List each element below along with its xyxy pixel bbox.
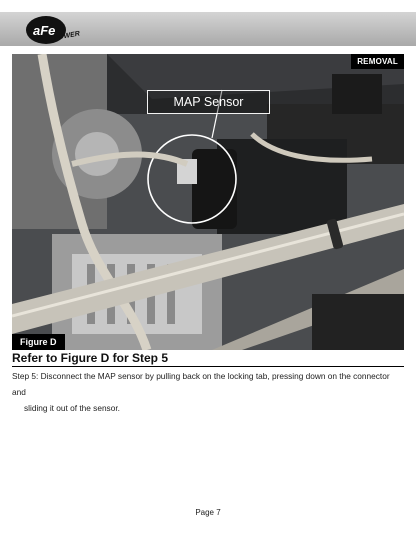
step-title: Refer to Figure D for Step 5: [12, 351, 404, 367]
page-number: Page 7: [195, 508, 221, 517]
svg-text:aFe: aFe: [33, 23, 56, 38]
afe-power-logo: [24, 12, 82, 48]
figure-caption: Figure D: [12, 334, 65, 350]
figure-d-photo: [12, 54, 404, 350]
svg-text:POWER: POWER: [53, 30, 81, 42]
map-sensor-callout: MAP Sensor: [147, 90, 270, 114]
step-text-line-1: Step 5: Disconnect the MAP sensor by pulling back on the locking tab, pressing down on the connector and: [12, 371, 390, 397]
step-text-line-2: sliding it out of the sensor.: [24, 403, 120, 413]
removal-label: REMOVAL: [351, 54, 404, 69]
step-text: [12, 368, 402, 416]
